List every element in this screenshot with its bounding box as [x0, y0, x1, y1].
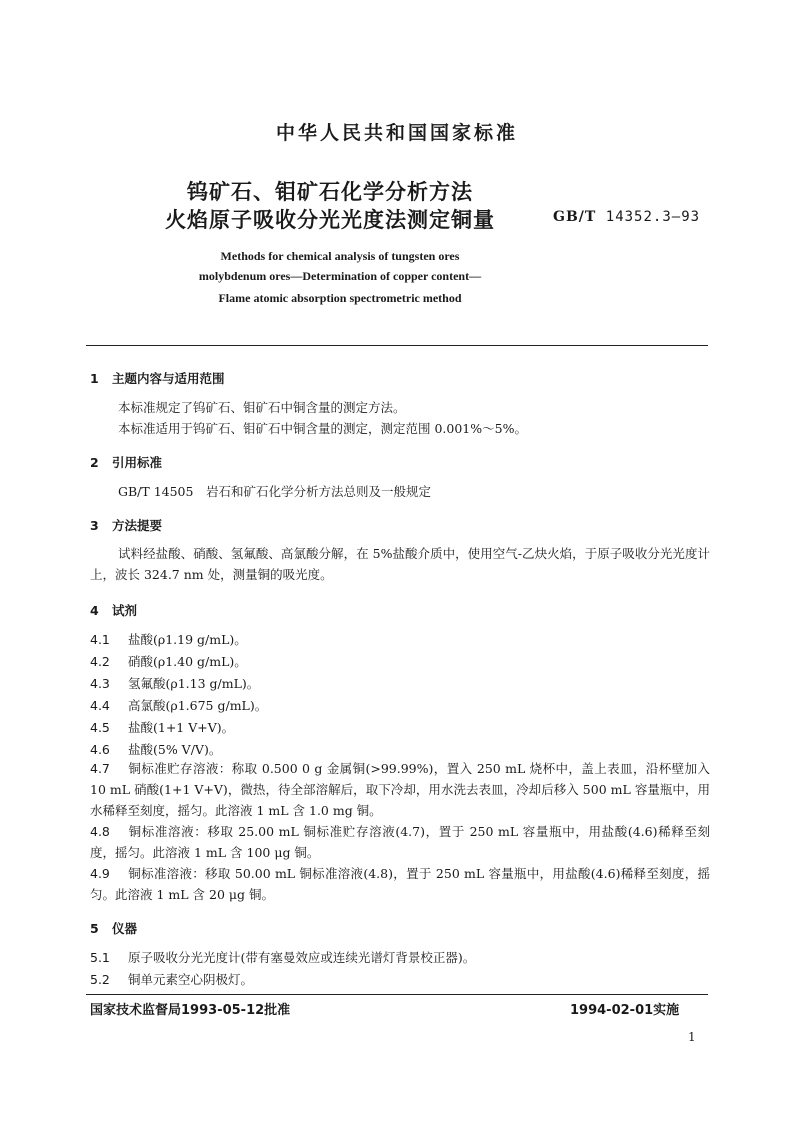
- list-item: 4.4 高氯酸(ρ1.675 g/mL)。: [90, 698, 268, 713]
- section-1-line2: 本标准适用于钨矿石、钼矿石中铜含量的测定，测定范围 0.001%～5%。: [118, 421, 527, 436]
- list-item: 4.5 盐酸(1+1 V+V)。: [90, 720, 235, 735]
- section-heading-1: [90, 369, 225, 387]
- approval-date: 国家技术监督局1993-05-12批准: [90, 1003, 291, 1018]
- standard-number: [553, 209, 700, 225]
- header-divider: [86, 345, 708, 346]
- list-item: 4.6 盐酸(5% V/V)。: [90, 742, 222, 757]
- list-item: 4.2 硝酸(ρ1.40 g/mL)。: [90, 654, 247, 669]
- footer-divider: [86, 994, 708, 995]
- page-number: 1: [688, 1030, 696, 1044]
- section-title: 试剂: [112, 603, 138, 618]
- section-heading-2: [90, 453, 162, 471]
- section-number: 3: [90, 518, 99, 533]
- section-3-paragraph: 试料经盐酸、硝酸、氢氟酸、高氯酸分解，在 5%盐酸介质中，使用空气-乙炔火焰，于原子吸收分光光度计上，波长 324.7 nm 处，测量铜的吸光度。: [90, 546, 710, 582]
- implementation-date: 1994-02-01实施: [570, 1003, 680, 1018]
- english-title-line2: molybdenum ores—Determination of copper content—: [198, 269, 482, 283]
- list-item: 4.1 盐酸(ρ1.19 g/mL)。: [90, 632, 247, 647]
- section-heading-3: [90, 516, 162, 534]
- section-number: 2: [90, 455, 99, 470]
- list-item: 5.1 原子吸收分光光度计(带有塞曼效应或连续光谱灯背景校正器)。: [90, 950, 476, 965]
- english-title-line1: Methods for chemical analysis of tungsten ores: [220, 249, 460, 263]
- list-item: 5.2 铜单元素空心阴极灯。: [90, 972, 254, 987]
- standard-prefix: GB/T: [553, 209, 597, 225]
- document-title-line1: 钨矿石、钼矿石化学分析方法: [187, 180, 473, 204]
- standard-code: 14352.3—93: [605, 209, 701, 225]
- section-heading-4: [90, 601, 137, 619]
- list-item: 4.7 铜标准贮存溶液：称取 0.500 0 g 金属铜(>99.99%)，置入 250 mL 烧杯中，盖上表皿，沿杯壁加入 10 mL 硝酸(1+1 V+V)，微热，待全部溶解后，取下冷却，用水洗去表皿，冷却后移入 500 mL 容量瓶中，用水稀释至刻度，摇匀。此溶液 1 mL 含 1.0 mg 铜。: [90, 761, 710, 818]
- section-number: 5: [90, 921, 99, 936]
- section-number: 4: [90, 603, 99, 618]
- section-title: 主题内容与适用范围: [112, 371, 225, 386]
- english-title-line3: Flame atomic absorption spectrometric method: [218, 291, 462, 305]
- section-heading-5: [90, 919, 137, 937]
- list-item: 4.3 氢氟酸(ρ1.13 g/mL)。: [90, 676, 260, 691]
- list-item: 4.9 铜标准溶液：移取 50.00 mL 铜标准溶液(4.8)，置于 250 mL 容量瓶中，用盐酸(4.6)稀释至刻度，摇匀。此溶液 1 mL 含 20 μg 铜。: [90, 866, 710, 902]
- section-1-line1: 本标准规定了钨矿石、钼矿石中铜含量的测定方法。: [118, 400, 406, 415]
- section-title: 引用标准: [112, 455, 163, 470]
- national-standard-heading: 中华人民共和国国家标准: [275, 122, 518, 144]
- section-title: 仪器: [112, 921, 138, 936]
- section-2-reference: GB/T 14505 岩石和矿石化学分析方法总则及一般规定: [118, 484, 431, 499]
- list-item: 4.8 铜标准溶液：移取 25.00 mL 铜标准贮存溶液(4.7)，置于 250 mL 容量瓶中，用盐酸(4.6)稀释至刻度，摇匀。此溶液 1 mL 含 100 μg 铜。: [90, 824, 710, 860]
- section-title: 方法提要: [112, 518, 163, 533]
- section-number: 1: [90, 371, 99, 386]
- document-title-line2: 火焰原子吸收分光光度法测定铜量: [165, 208, 495, 232]
